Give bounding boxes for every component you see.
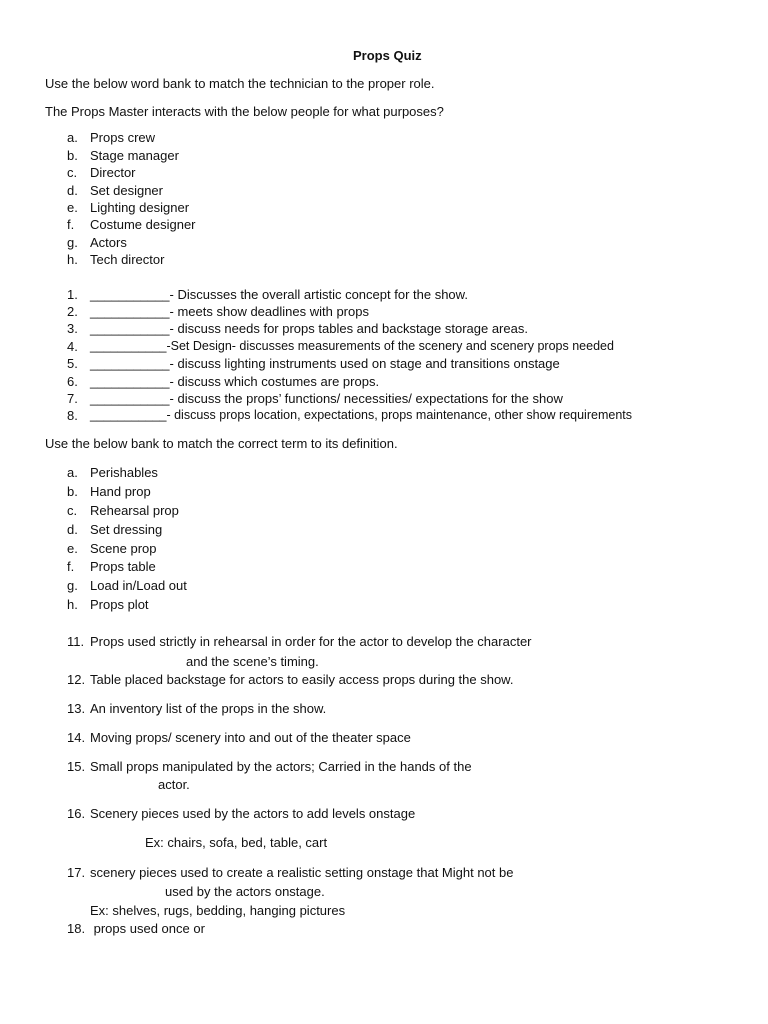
- list-marker: c.: [67, 165, 78, 180]
- list-marker: g.: [67, 578, 78, 593]
- list-item-text: Load in/Load out: [90, 578, 187, 593]
- page-title: Props Quiz: [353, 48, 422, 63]
- question-number: 14.: [67, 730, 86, 745]
- question-number: 6.: [67, 374, 78, 389]
- question-text: Small props manipulated by the actors; Carried in the hands of the: [90, 759, 472, 774]
- question-number: 11.: [67, 634, 85, 649]
- list-item-text: Scene prop: [90, 541, 157, 556]
- list-marker: f.: [67, 559, 75, 574]
- question-text: props used once or: [90, 921, 205, 936]
- question-text: ___________- discuss which costumes are props.: [90, 374, 380, 389]
- list-marker: a.: [67, 130, 78, 145]
- question-number: 3.: [67, 321, 78, 336]
- question-number: 2.: [67, 304, 78, 319]
- question-text-continued: actor.: [158, 777, 190, 792]
- list-marker: d.: [67, 522, 78, 537]
- question-text: ___________- discuss needs for props tables and backstage storage areas.: [90, 321, 528, 336]
- instruction-technician: Use the below word bank to match the technician to the proper role.: [45, 76, 435, 91]
- list-marker: c.: [67, 503, 78, 518]
- question-number: 18.: [67, 921, 86, 936]
- list-item-text: Props table: [90, 559, 156, 574]
- list-item-text: Lighting designer: [90, 200, 190, 215]
- list-item-text: Costume designer: [90, 217, 196, 232]
- list-item-text: Rehearsal prop: [90, 503, 179, 518]
- list-item-text: Set designer: [90, 183, 163, 198]
- question-text-continued: used by the actors onstage.: [165, 884, 325, 899]
- question-number: 4.: [67, 339, 78, 354]
- list-item-text: Props plot: [90, 597, 149, 612]
- question-text-continued: and the scene’s timing.: [186, 654, 319, 669]
- question-text: ___________- discuss props location, expectations, props maintenance, other show requirements: [90, 408, 632, 422]
- list-item-text: Stage manager: [90, 148, 179, 163]
- question-number: 1.: [67, 287, 78, 302]
- list-marker: e.: [67, 541, 78, 556]
- question-text: Moving props/ scenery into and out of the theater space: [90, 730, 411, 745]
- list-item-text: Props crew: [90, 130, 156, 145]
- question-text: ___________- Discusses the overall artistic concept for the show.: [90, 287, 468, 302]
- question-text: An inventory list of the props in the show.: [90, 701, 327, 716]
- question-text: ___________-Set Design- discusses measurements of the scenery and scenery props needed: [90, 339, 614, 353]
- question-example: Ex: shelves, rugs, bedding, hanging pictures: [90, 903, 346, 918]
- instruction-terms: Use the below bank to match the correct term to its definition.: [45, 436, 398, 451]
- question-number: 12.: [67, 672, 86, 687]
- list-marker: d.: [67, 183, 78, 198]
- question-number: 8.: [67, 408, 78, 423]
- question-text: ___________- meets show deadlines with props: [90, 304, 369, 319]
- question-number: 5.: [67, 356, 78, 371]
- question-text: Table placed backstage for actors to easily access props during the show.: [90, 672, 514, 687]
- question-text: ___________- discuss the props’ functions/ necessities/ expectations for the show: [90, 391, 563, 406]
- list-item-text: Hand prop: [90, 484, 151, 499]
- question-text: Props used strictly in rehearsal in order for the actor to develop the character: [90, 634, 532, 649]
- list-marker: a.: [67, 465, 78, 480]
- list-marker: g.: [67, 235, 78, 250]
- list-item-text: Perishables: [90, 465, 158, 480]
- instruction-props-master: The Props Master interacts with the below people for what purposes?: [45, 104, 444, 119]
- question-text: ___________- discuss lighting instruments used on stage and transitions onstage: [90, 356, 560, 371]
- question-number: 7.: [67, 391, 78, 406]
- question-number: 15.: [67, 759, 86, 774]
- list-marker: h.: [67, 597, 78, 612]
- list-marker: f.: [67, 217, 75, 232]
- question-number: 16.: [67, 806, 86, 821]
- list-marker: h.: [67, 252, 78, 267]
- question-text: Scenery pieces used by the actors to add levels onstage: [90, 806, 416, 821]
- list-marker: e.: [67, 200, 78, 215]
- question-number: 17.: [67, 865, 86, 880]
- list-item-text: Actors: [90, 235, 127, 250]
- list-marker: b.: [67, 484, 78, 499]
- question-number: 13.: [67, 701, 86, 716]
- question-example: Ex: chairs, sofa, bed, table, cart: [145, 835, 328, 850]
- list-item-text: Director: [90, 165, 136, 180]
- list-item-text: Tech director: [90, 252, 165, 267]
- list-marker: b.: [67, 148, 78, 163]
- question-text: scenery pieces used to create a realistic setting onstage that Might not be: [90, 865, 514, 880]
- list-item-text: Set dressing: [90, 522, 163, 537]
